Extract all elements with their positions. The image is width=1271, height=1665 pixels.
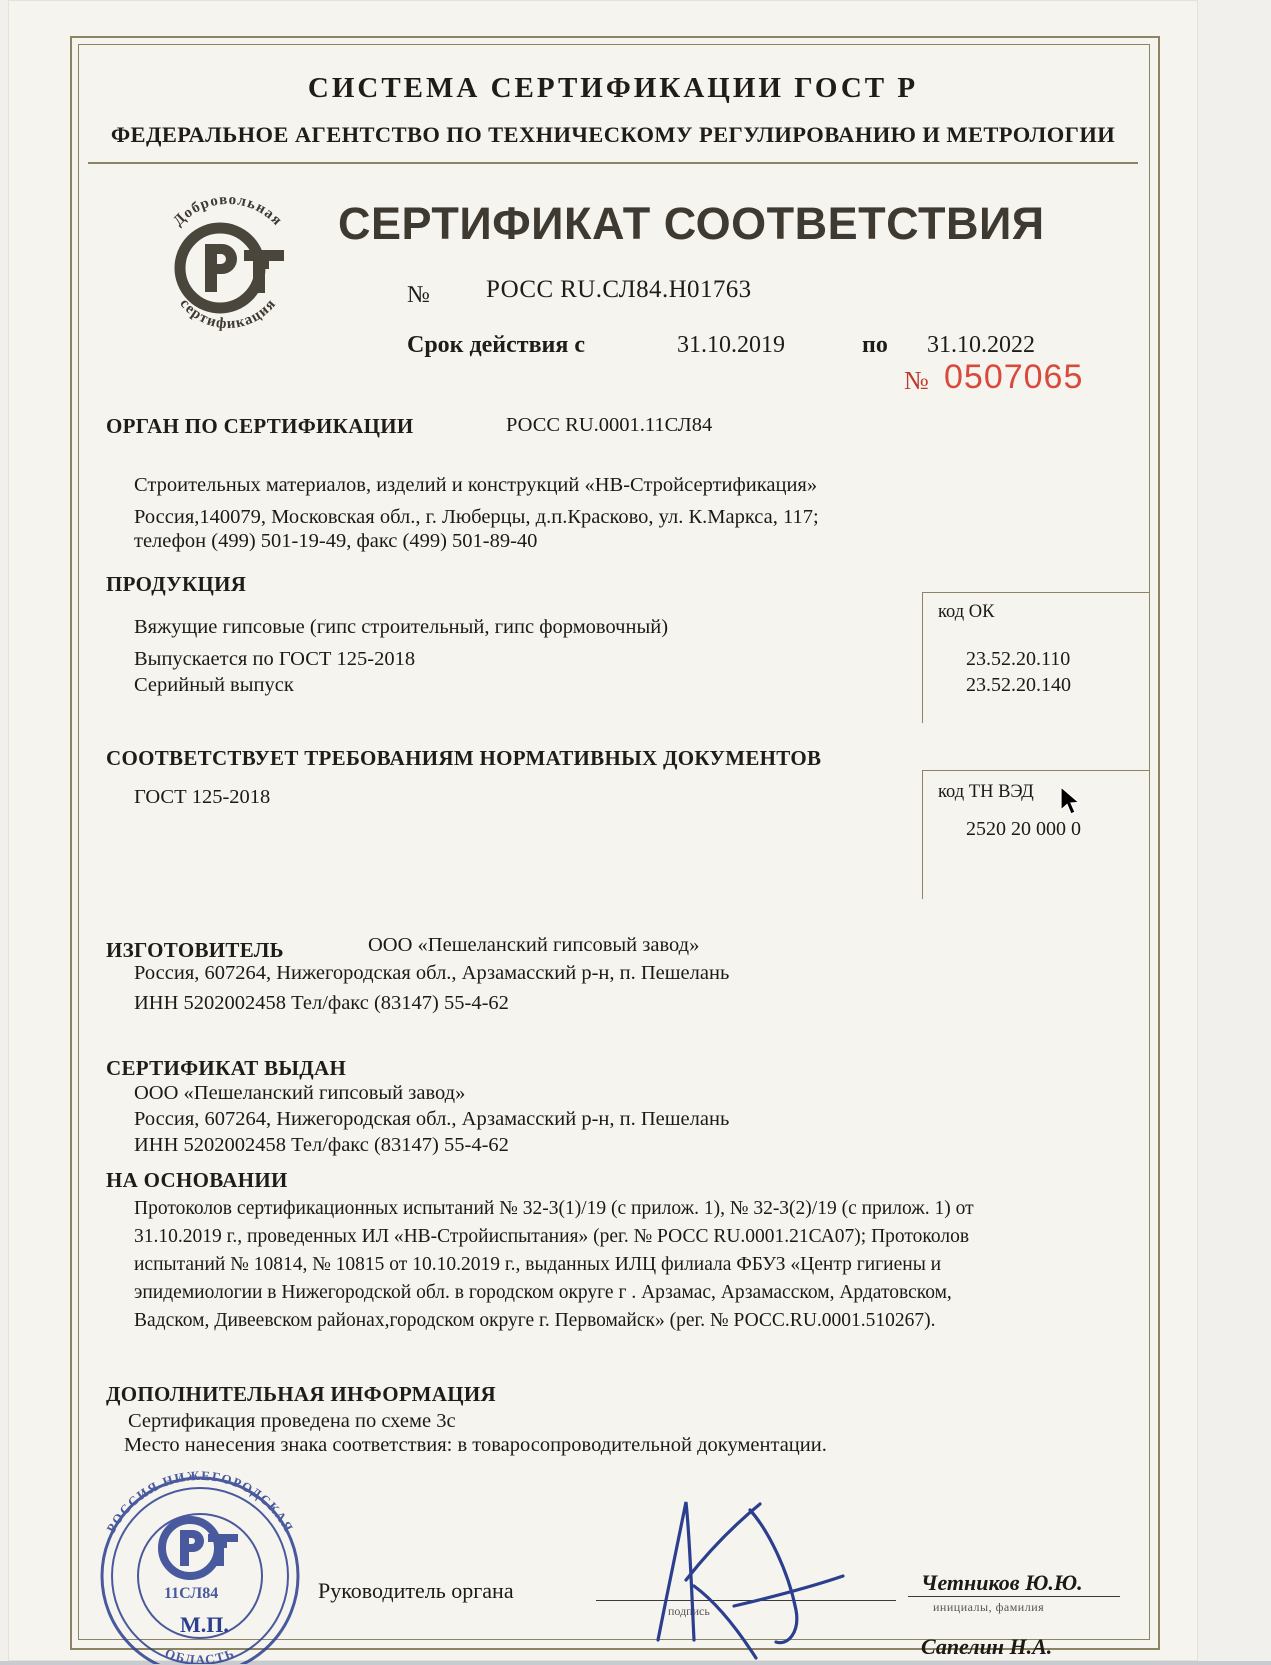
- handwritten-signature: [638, 1490, 898, 1660]
- product-heading: ПРОДУКЦИЯ: [106, 572, 247, 596]
- system-title: СИСТЕМА СЕРТИФИКАЦИИ ГОСТ Р: [307, 72, 919, 104]
- basis-line-3: испытаний № 10814, № 10815 от 10.10.2019 г., выданных ИЛЦ филиала ФБУЗ «Центр гигиены и: [134, 1254, 942, 1275]
- basis-line-2: 31.10.2019 г., проведенных ИЛ «НВ-Стройиспытания» (рег. № РОСС RU.0001.21СА07); Протоколов: [134, 1226, 970, 1247]
- svg-text:ОБЛАСТЬ: ОБЛАСТЬ: [162, 1645, 238, 1664]
- manufacturer-line-1: Россия, 607264, Нижегородская обл., Арзамасский р-н, п. Пешелань: [134, 962, 730, 984]
- org-line-3: телефон (499) 501-19-49, факс (499) 501-89-40: [134, 530, 538, 552]
- valid-to-date: 31.10.2022: [927, 332, 1035, 358]
- manufacturer-heading: ИЗГОТОВИТЕЛЬ: [106, 938, 284, 962]
- validity-label: Срок действия с: [407, 332, 585, 358]
- conformity-heading: СООТВЕТСТВУЕТ ТРЕБОВАНИЯМ НОРМАТИВНЫХ ДОКУМЕНТОВ: [106, 746, 822, 770]
- ok-code-value-2: 23.52.20.140: [966, 674, 1071, 696]
- certificate-number-value: РОСС RU.СЛ84.Н01763: [486, 276, 752, 303]
- product-line-2: Выпускается по ГОСТ 125-2018: [134, 648, 416, 670]
- product-line-3: Серийный выпуск: [134, 674, 294, 696]
- svg-text:сертификация: сертификация: [176, 295, 280, 333]
- basis-line-5: Вадском, Дивеевском районах,городском округе г. Первомайск» (рег. № РОСС.RU.0001.510267).: [134, 1310, 936, 1331]
- certificate-title: СЕРТИФИКАТ СООТВЕТСТВИЯ: [338, 198, 1045, 249]
- blank-number-value: 0507065: [944, 358, 1084, 396]
- blank-number-label: №: [904, 366, 929, 395]
- manufacturer-name: ООО «Пешеланский гипсовый завод»: [368, 934, 700, 956]
- issued-line-3: ИНН 5202002458 Тел/факс (83147) 55-4-62: [134, 1134, 509, 1156]
- signatory-name-2: Сапелин Н.А.: [921, 1634, 1053, 1659]
- tnved-code-label: код ТН ВЭД: [938, 782, 1034, 802]
- header-divider: [88, 162, 1138, 164]
- issued-line-1: ООО «Пешеланский гипсовый завод»: [134, 1082, 466, 1104]
- stamp-mp-label: М.П.: [180, 1612, 229, 1637]
- certification-body-heading: ОРГАН ПО СЕРТИФИКАЦИИ: [106, 414, 414, 438]
- basis-line-4: эпидемиологии в Нижегородской обл. в городском округе г . Арзамас, Арзамасском, Ардатовском,: [134, 1282, 952, 1303]
- svg-text:11СЛ84: 11СЛ84: [164, 1585, 219, 1602]
- basis-line-1: Протоколов сертификационных испытаний № 32-3(1)/19 (с прилож. 1), № 32-3(2)/19 (с прилож. 1) от: [134, 1198, 974, 1219]
- tnved-code-value: 2520 20 000 0: [966, 818, 1081, 840]
- ok-code-label: код ОК: [938, 602, 995, 622]
- certification-body-reg: РОСС RU.0001.11СЛ84: [506, 414, 713, 436]
- valid-from-date: 31.10.2019: [677, 332, 785, 358]
- agency-title: ФЕДЕРАЛЬНОЕ АГЕНТСТВО ПО ТЕХНИЧЕСКОМУ РЕГУЛИРОВАНИЮ И МЕТРОЛОГИИ: [110, 122, 1116, 147]
- org-line-1: Строительных материалов, изделий и конструкций «НВ-Стройсертификация»: [134, 474, 818, 496]
- product-line-1: Вяжущие гипсовые (гипс строительный, гипс формовочный): [134, 616, 669, 638]
- mouse-cursor: [1060, 786, 1082, 818]
- issued-line-2: Россия, 607264, Нижегородская обл., Арзамасский р-н, п. Пешелань: [134, 1108, 730, 1130]
- valid-po-label: по: [862, 332, 888, 358]
- head-of-body-label: Руководитель органа: [318, 1578, 514, 1603]
- name-line-1: [908, 1596, 1120, 1597]
- signatory-name-1: Четников Ю.Ю.: [921, 1570, 1083, 1595]
- validity-row: [407, 332, 1107, 359]
- gost-r-emblem: [148, 188, 308, 348]
- additional-line-2: Место нанесения знака соответствия: в товаросопроводительной документации.: [124, 1434, 827, 1456]
- svg-text:Добровольная: Добровольная: [170, 191, 286, 230]
- basis-heading: НА ОСНОВАНИИ: [106, 1168, 288, 1192]
- additional-info-heading: ДОПОЛНИТЕЛЬНАЯ ИНФОРМАЦИЯ: [106, 1382, 496, 1406]
- svg-text:РОССИЯ НИЖЕГОРОДСКАЯ: РОССИЯ НИЖЕГОРОДСКАЯ: [103, 1468, 297, 1536]
- signature-caption: подпись: [668, 1604, 710, 1618]
- ok-code-value-1: 23.52.20.110: [966, 648, 1071, 670]
- manufacturer-line-2: ИНН 5202002458 Тел/факс (83147) 55-4-62: [134, 992, 509, 1014]
- issued-to-heading: СЕРТИФИКАТ ВЫДАН: [106, 1056, 347, 1080]
- certificate-number-label: №: [407, 282, 430, 308]
- certificate-paper: [8, 0, 1198, 1664]
- conformity-standard: ГОСТ 125-2018: [134, 786, 271, 808]
- org-line-2: Россия,140079, Московская обл., г. Люберцы, д.п.Красково, ул. К.Маркса, 117;: [134, 506, 819, 528]
- initials-caption: инициалы, фамилия: [933, 1600, 1045, 1614]
- additional-line-1: Сертификация проведена по схеме 3с: [128, 1410, 456, 1432]
